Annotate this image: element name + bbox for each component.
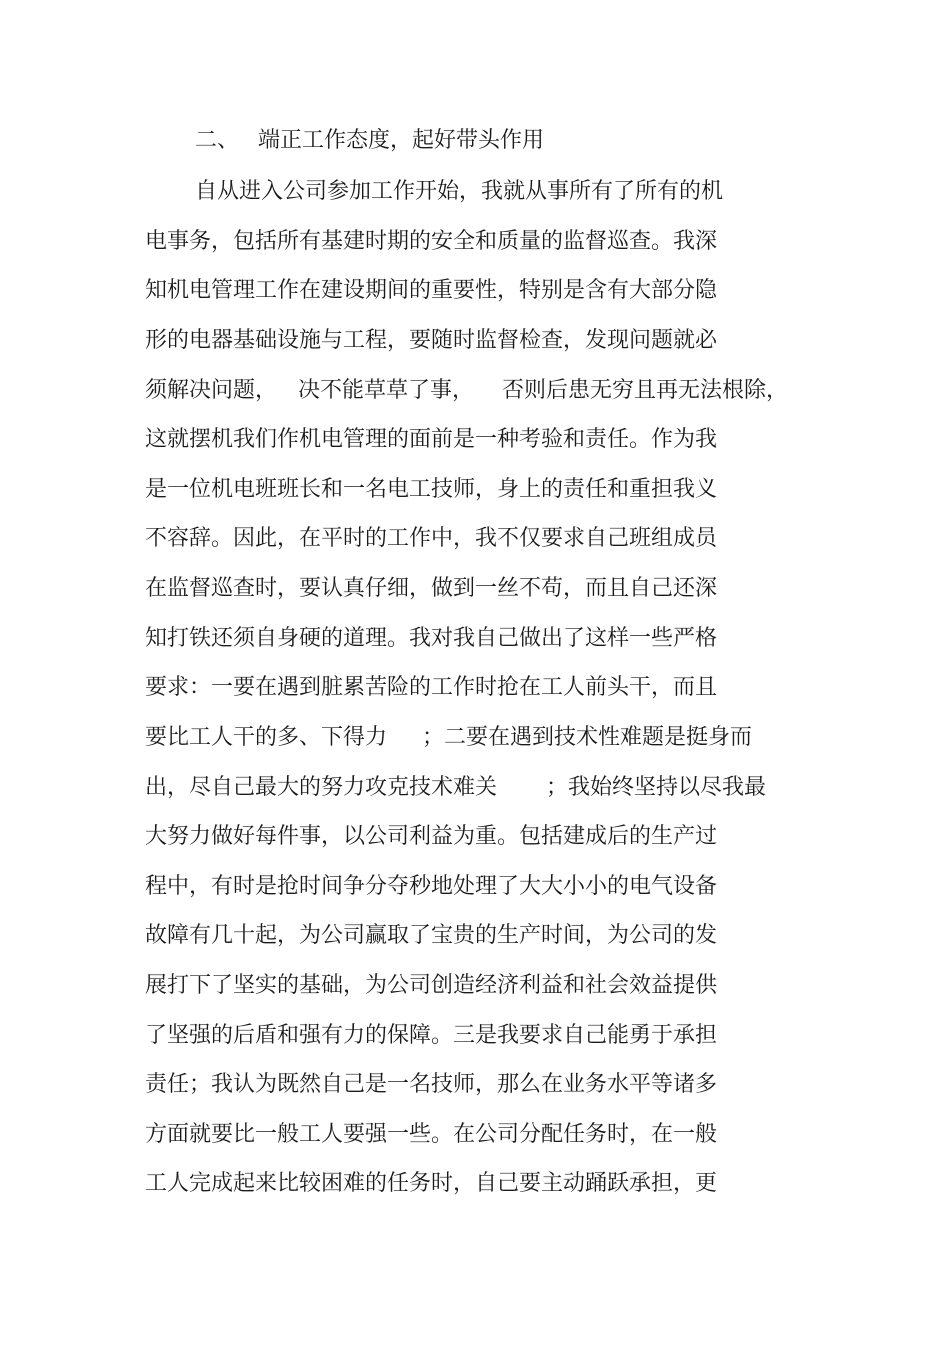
paragraph-line: 要比工人干的多、下得力 ；二要在遇到技术性难题是挺身而 <box>145 725 752 750</box>
paragraph-line: 在监督巡查时，要认真仔细，做到一丝不苟，而且自己还深 <box>145 576 718 601</box>
paragraph-line: 方面就要比一般工人要强一些。在公司分配任务时，在一般 <box>145 1122 718 1147</box>
paragraph-line: 出，尽自己最大的努力攻克技术难关 ；我始终坚持以尽我最 <box>145 775 766 800</box>
paragraph-line: 形的电器基础设施与工程，要随时监督检查，发现问题就必 <box>145 328 718 353</box>
paragraph-line: 程中，有时是抢时间争分夺秒地处理了大大小小的电气设备 <box>145 874 718 899</box>
paragraph-line: 工人完成起来比较困难的任务时，自己要主动踊跃承担，更 <box>145 1171 718 1196</box>
paragraph-line: 不容辞。因此，在平时的工作中，我不仅要求自己班组成员 <box>145 526 718 551</box>
paragraph-line: 知打铁还须自身硬的道理。我对我自己做出了这样一些严格 <box>145 626 718 651</box>
paragraph-line: 了坚强的后盾和强有力的保障。三是我要求自己能勇于承担 <box>145 1023 718 1048</box>
paragraph-line: 是一位机电班班长和一名电工技师，身上的责任和重担我义 <box>145 477 718 502</box>
paragraph-line: 责任；我认为既然自己是一名技师，那么在业务水平等诸多 <box>145 1072 718 1097</box>
paragraph-line: 大努力做好每件事，以公司利益为重。包括建成后的生产过 <box>145 824 718 849</box>
paragraph-line: 电事务，包括所有基建时期的安全和质量的监督巡查。我深 <box>145 229 718 254</box>
paragraph-line: 展打下了坚实的基础，为公司创造经济利益和社会效益提供 <box>145 973 718 998</box>
section-title: 端正工作态度，起好带头作用 <box>258 128 545 153</box>
paragraph-line: 这就摆机我们作机电管理的面前是一种考验和责任。作为我 <box>145 427 718 452</box>
section-number: 二、 <box>195 128 240 153</box>
paragraph-line: 自从进入公司参加工作开始，我就从事所有了所有的机 <box>195 179 724 204</box>
paragraph-line: 要求：一要在遇到脏累苦险的工作时抢在工人前头干，而且 <box>145 675 718 700</box>
paragraph-line: 须解决问题， 决不能草草了事， 否则后患无穷且再无法根除， <box>145 378 788 403</box>
paragraph-line: 故障有几十起，为公司赢取了宝贵的生产时间，为公司的发 <box>145 923 718 948</box>
paragraph-line: 知机电管理工作在建设期间的重要性，特别是含有大部分隐 <box>145 278 718 303</box>
